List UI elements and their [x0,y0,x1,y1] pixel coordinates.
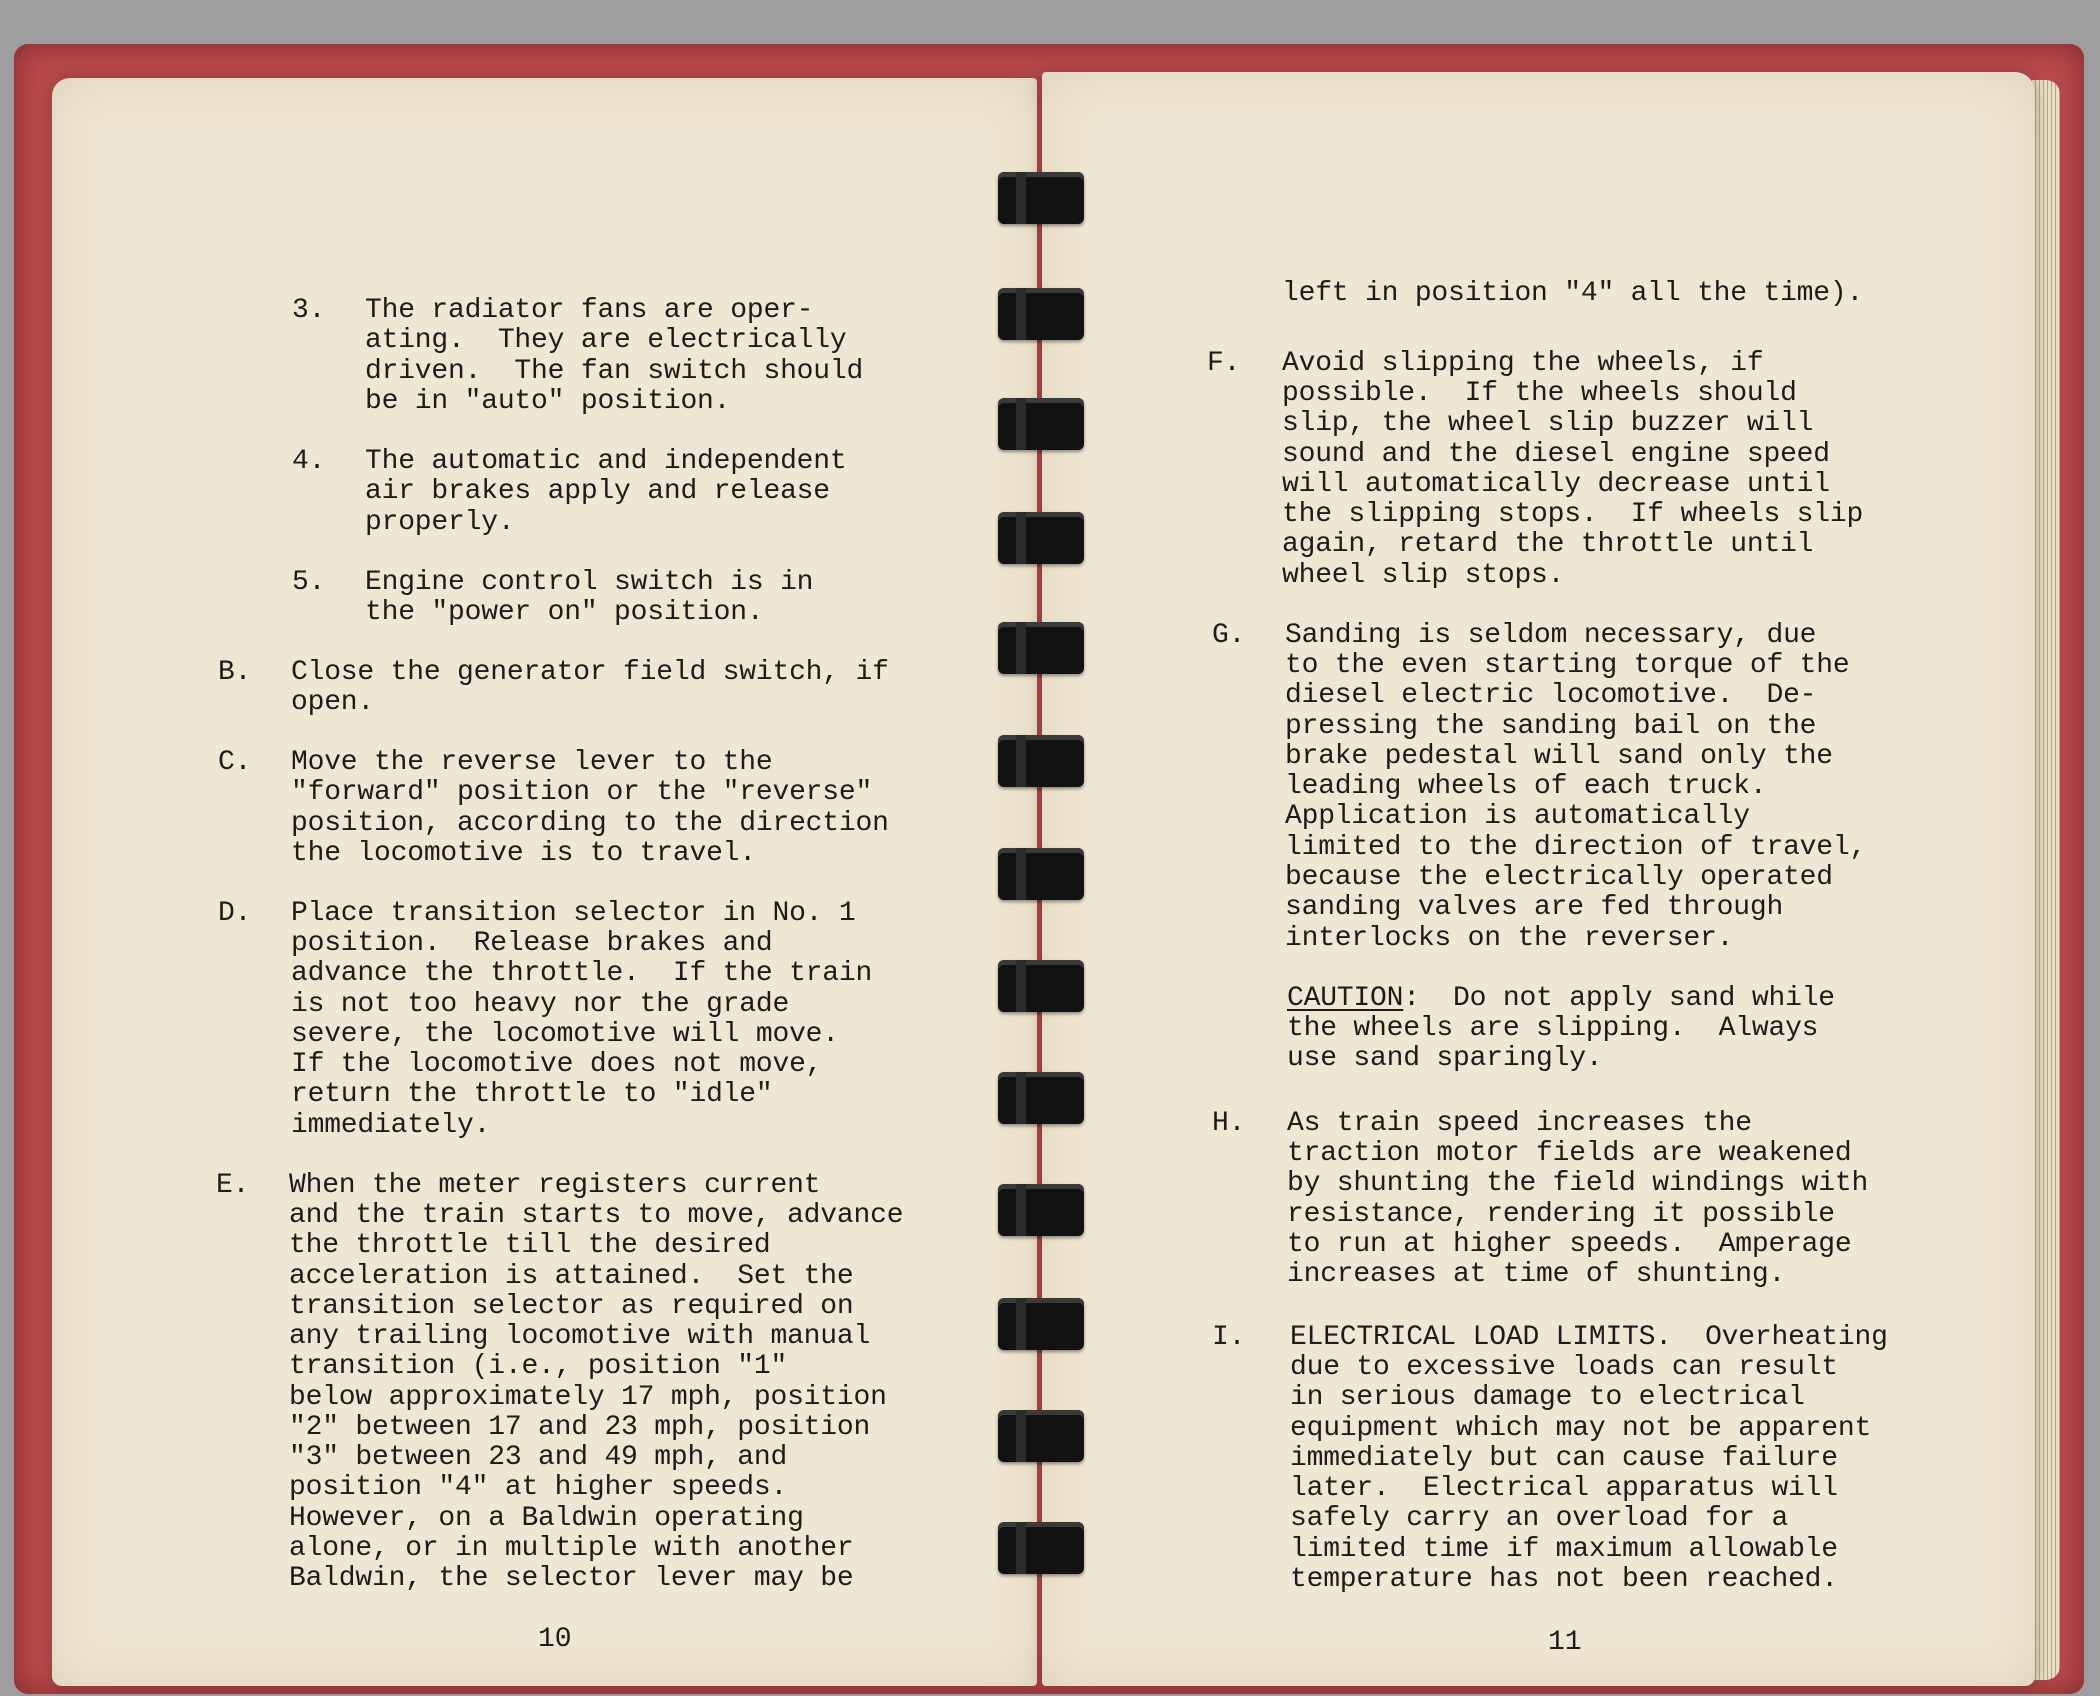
left-item-e-line: Baldwin, the selector lever may be [289,1563,854,1594]
right-item-g-line: brake pedestal will sand only the [1285,741,1833,772]
spiral-ring [998,1072,1084,1124]
right-item-h-marker: H. [1212,1108,1246,1139]
left-page-number: 10 [538,1624,572,1655]
right-item-i-line: due to excessive loads can result [1290,1352,1838,1383]
left-item-d-line: return the throttle to "idle" [291,1079,773,1110]
left-item-c-line: Move the reverse lever to the [291,747,773,778]
right-item-i-line: immediately but can cause failure [1290,1443,1838,1474]
right-item-g-line: Application is automatically [1285,801,1750,832]
right-item-h-line: resistance, rendering it possible [1287,1199,1835,1230]
right-item-f-line: wheel slip stops. [1282,560,1565,591]
right-item-f-line: Avoid slipping the wheels, if [1282,348,1764,379]
right-item-i-line: later. Electrical apparatus will [1290,1473,1838,1504]
left-item-3-line: The radiator fans are oper- [365,295,814,326]
right-item-g-line: because the electrically operated [1285,862,1833,893]
right-item-h-line: traction motor fields are weakened [1287,1138,1852,1169]
right-item-g-line: limited to the direction of travel, [1285,832,1867,863]
left-item-3-marker: 3. [292,295,326,326]
right-item-g-line: to the even starting torque of the [1285,650,1850,681]
right-continuation-line: left in position "4" all the time). [1282,278,1864,309]
left-item-b-line: Close the generator field switch, if [291,657,889,688]
left-item-3-line: driven. The fan switch should [365,356,864,387]
right-item-i-line: ELECTRICAL LOAD LIMITS. Overheating [1290,1322,1888,1353]
left-item-5-line: the "power on" position. [365,597,764,628]
left-item-d-line: If the locomotive does not move, [291,1049,823,1080]
spiral-ring [998,848,1084,900]
left-item-d-line: advance the throttle. If the train [291,958,873,989]
left-item-3-line: ating. They are electrically [365,325,847,356]
left-item-c-line: "forward" position or the "reverse" [291,777,873,808]
spiral-ring [998,172,1084,224]
left-item-e-line: below approximately 17 mph, position [289,1382,887,1413]
spiral-ring [998,622,1084,674]
left-item-4-marker: 4. [292,446,326,477]
left-item-e-line: position "4" at higher speeds. [289,1472,788,1503]
left-item-e-line: When the meter registers current [289,1170,821,1201]
left-item-e-line: However, on a Baldwin operating [289,1503,804,1534]
caution-label: CAUTION [1287,983,1404,1014]
right-item-h-line: by shunting the field windings with [1287,1168,1869,1199]
caution-line: use sand sparingly. [1287,1043,1603,1074]
right-item-g-line: sanding valves are fed through [1285,892,1784,923]
right-item-f-line: again, retard the throttle until [1282,529,1814,560]
left-item-d-marker: D. [218,898,252,929]
right-page-number: 11 [1548,1627,1582,1658]
right-item-f-line: the slipping stops. If wheels slip [1282,499,1864,530]
spiral-ring [998,960,1084,1012]
left-item-e-line: any trailing locomotive with manual [289,1321,871,1352]
left-item-b-marker: B. [218,657,252,688]
right-item-i-line: in serious damage to electrical [1290,1382,1805,1413]
left-item-4-line: air brakes apply and release [365,476,830,507]
right-item-h-line: As train speed increases the [1287,1108,1752,1139]
spiral-ring [998,1184,1084,1236]
right-item-i-marker: I. [1212,1322,1246,1353]
left-item-e-line: the throttle till the desired [289,1230,771,1261]
right-item-h-line: to run at higher speeds. Amperage [1287,1229,1852,1260]
right-item-f-line: slip, the wheel slip buzzer will [1282,408,1814,439]
left-item-d-line: immediately. [291,1110,491,1141]
left-item-e-line: "2" between 17 and 23 mph, position [289,1412,871,1443]
left-item-e-line: alone, or in multiple with another [289,1533,854,1564]
left-item-d-line: is not too heavy nor the grade [291,989,790,1020]
caution-line: the wheels are slipping. Always [1287,1013,1819,1044]
right-item-g-marker: G. [1212,620,1246,651]
right-item-f-line: will automatically decrease until [1282,469,1830,500]
left-item-5-line: Engine control switch is in [365,567,814,598]
right-item-i-line: equipment which may not be apparent [1290,1413,1872,1444]
spiral-ring [998,288,1084,340]
right-item-h-line: increases at time of shunting. [1287,1259,1786,1290]
left-item-b-line: open. [291,687,375,718]
left-item-e-line: acceleration is attained. Set the [289,1261,854,1292]
spiral-ring [998,1410,1084,1462]
right-item-i-line: safely carry an overload for a [1290,1503,1789,1534]
right-item-g-line: interlocks on the reverser. [1285,923,1734,954]
right-item-g-line: leading wheels of each truck. [1285,771,1767,802]
left-item-3-line: be in "auto" position. [365,386,731,417]
left-item-4-line: properly. [365,507,515,538]
right-item-g-line: diesel electric locomotive. De- [1285,680,1817,711]
right-item-f-line: possible. If the wheels should [1282,378,1797,409]
right-item-i-line: limited time if maximum allowable [1290,1534,1838,1565]
caution-line [1287,984,1835,1014]
right-item-f-marker: F. [1207,348,1241,379]
left-item-c-marker: C. [218,747,252,778]
right-item-g-line: pressing the sanding bail on the [1285,711,1817,742]
right-item-i-line: temperature has not been reached. [1290,1564,1838,1595]
left-item-5-marker: 5. [292,567,326,598]
spiral-ring [998,1298,1084,1350]
left-item-e-line: and the train starts to move, advance [289,1200,904,1231]
spiral-ring [998,1522,1084,1574]
left-item-c-line: position, according to the direction [291,808,889,839]
left-item-e-line: "3" between 23 and 49 mph, and [289,1442,788,1473]
left-item-e-marker: E. [216,1170,250,1201]
spiral-ring [998,512,1084,564]
spiral-ring [998,398,1084,450]
left-item-d-line: Place transition selector in No. 1 [291,898,856,929]
left-item-d-line: severe, the locomotive will move. [291,1019,839,1050]
left-item-4-line: The automatic and independent [365,446,847,477]
left-item-e-line: transition (i.e., position "1" [289,1351,788,1382]
left-item-d-line: position. Release brakes and [291,928,773,959]
caution-text: : Do not apply sand while [1403,983,1835,1014]
right-item-f-line: sound and the diesel engine speed [1282,439,1830,470]
spiral-ring [998,735,1084,787]
right-item-g-line: Sanding is seldom necessary, due [1285,620,1817,651]
left-item-c-line: the locomotive is to travel. [291,838,756,869]
left-item-e-line: transition selector as required on [289,1291,854,1322]
page-edges [2032,80,2060,1680]
